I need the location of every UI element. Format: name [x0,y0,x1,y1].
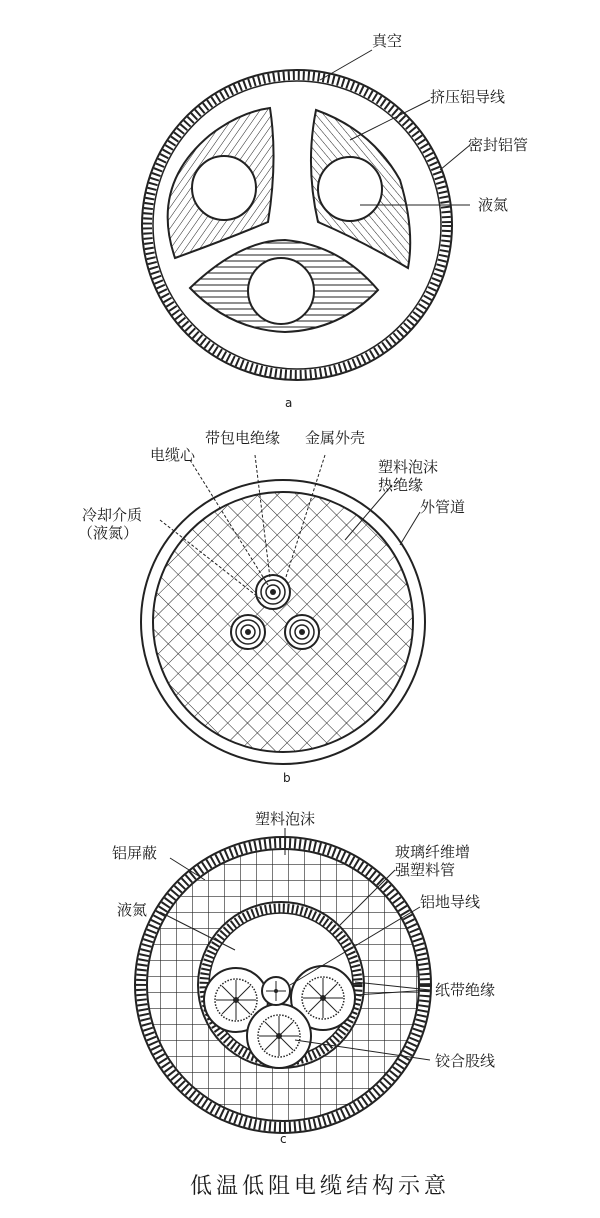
label-frp-line1: 玻璃纤维增 [395,843,471,861]
diagram-c [112,810,495,1146]
ln2-channel-upper-right [318,157,382,221]
caption-c: c [280,1132,287,1146]
diagram-b [78,429,465,785]
label-core: 电缆心 [150,446,196,464]
foam-insulation [153,492,413,752]
ln2-channel-upper-left [192,156,256,220]
aluminum-ground-wire [262,977,290,1005]
caption-a: a [285,396,293,410]
label-ground-wire: 铝地导线 [420,893,481,911]
label-foam-line2: 热绝缘 [378,476,424,494]
label-liquid-nitrogen: 液氮 [478,196,509,214]
label-foam-c: 塑料泡沫 [255,810,316,828]
label-ln2-c: 液氮 [117,901,148,919]
label-tape-insulation: 带包电绝缘 [205,429,281,447]
leader-vacuum [320,50,372,80]
label-foam-line1: 塑料泡沫 [378,458,439,476]
label-stranded-wire: 铰合股线 [435,1052,496,1070]
cable-core-right [285,615,319,649]
label-al-shield: 铝屏蔽 [112,844,158,862]
ln2-channel-bottom [248,258,314,324]
leader-conductor [350,100,430,140]
label-frp-line2: 强塑料管 [395,861,456,879]
label-vacuum: 真空 [372,32,403,50]
cable-core-left [231,615,265,649]
label-sheath: 密封铝管 [468,136,529,154]
figure-title: 低温低阻电缆结构示意 [190,1174,451,1199]
cable-core-top [256,575,290,609]
label-coolant-line2: （液氮） [78,524,139,542]
diagram-a [142,32,528,410]
label-metal-shell: 金属外壳 [305,429,366,447]
leader-outer-pipe [400,512,420,545]
label-outer-pipe: 外管道 [420,498,466,516]
label-paper-insulation: 纸带绝缘 [435,981,496,999]
label-coolant-line1: 冷却介质 [82,506,143,524]
caption-b: b [283,771,291,785]
label-conductor: 挤压铝导线 [430,88,506,106]
conductor-bottom [247,1004,311,1068]
leader-sheath [440,145,470,170]
